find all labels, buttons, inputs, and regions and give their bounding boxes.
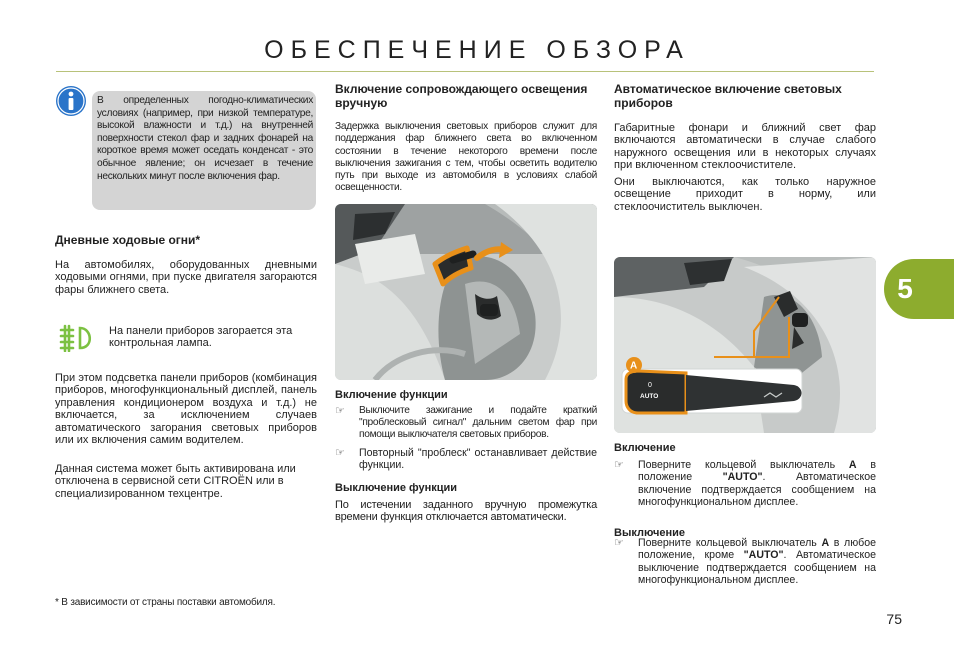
steering-column-photo [335, 204, 597, 380]
drl-paragraph-2: При этом подсветка панели приборов (комбинация приборов, многофункциональный дисплей, панель управления кондиционером воздуха и т.д.) не включается, за исключением случаев автоматического загорания световых приборов или их включения самим водителем. [55, 372, 317, 447]
pointing-hand-icon: ☞ [614, 537, 624, 549]
enable-subheading: Включение [614, 442, 676, 454]
function-off-paragraph: По истечении заданного вручную промежутка времени функция отключается автоматически. [335, 499, 597, 524]
chapter-number: 5 [897, 273, 913, 304]
drl-paragraph-1: На автомобилях, оборудованных дневными ходовыми огнями, при пуске двигателя загораются фары ближнего света. [55, 259, 317, 296]
pointing-hand-icon: ☞ [335, 447, 345, 459]
stalk-zero-label: 0 [648, 382, 652, 389]
function-on-subheading: Включение функции [335, 389, 448, 401]
lamp-caption: На панели приборов загорается эта контрольная лампа. [109, 325, 293, 350]
pointing-hand-icon: ☞ [614, 459, 624, 471]
disable-subheading: Выключение [614, 527, 685, 539]
function-off-subheading: Выключение функции [335, 482, 458, 494]
pointing-hand-icon: ☞ [335, 405, 345, 417]
low-beam-lamp-icon [58, 324, 98, 352]
info-icon [55, 85, 87, 117]
enable-step: ☞ Поверните кольцевой выключатель A в положение "AUTO". Автоматическое включение подтверждается сообщением на многофункциональном дисплее. [614, 459, 876, 509]
drl-heading: Дневные ходовые огни* [55, 233, 201, 247]
page-number: 75 [886, 611, 902, 627]
title-rule [56, 71, 874, 72]
auto-lights-paragraph-2: Они выключаются, как только наружное освещение приходит в норму, или стеклоочиститель выключен. [614, 176, 876, 213]
auto-lights-paragraph-1: Габаритные фонари и ближний свет фар включаются автоматически в случае слабого наружного освещения или в некоторых случаях при включенном стеклоочистителе. [614, 122, 876, 172]
info-note-text: В определенных погодно-климатических условиях (например, при низкой температуре, высокой влажности и т.д.) на внутренней поверхности стекол фар и задних фонарей на короткое время может оседать конденсат - это обычное явление; он исчезает в течение нескольких минут после включения фар. [97, 95, 313, 182]
light-switch-photo [614, 257, 876, 433]
auto-lights-heading: Автоматическое включение световых приборов [614, 82, 842, 110]
stalk-auto-label: AUTO [640, 393, 659, 400]
follow-me-heading: Включение сопровождающего освещения вручную [335, 82, 588, 110]
footnote: * В зависимости от страны поставки автомобиля. [55, 597, 276, 608]
page-title: ОБЕСПЕЧЕНИЕ ОБЗОРА [264, 36, 690, 64]
function-on-step-2: ☞ Повторный "проблеск" останавливает действие функции. [335, 447, 597, 472]
drl-paragraph-3: Данная система может быть активирована или отключена в сервисной сети CITROËN или в специализированном техцентре. [55, 463, 296, 500]
disable-step: ☞ Поверните кольцевой выключатель A в любое положение, кроме "AUTO". Автоматическое выключение подтверждается сообщением на многофункциональном дисплее. [614, 537, 876, 587]
callout-a-label: A [630, 360, 638, 372]
function-on-step-1: ☞ Выключите зажигание и подайте краткий "проблесковый сигнал" дальним светом фар при помощи выключателя световых приборов. [335, 405, 597, 440]
follow-me-paragraph: Задержка выключения световых приборов служит для поддержания фар ближнего света во включенном состоянии в течение некоторого времени после выключения зажигания с тем, чтобы осветить водителю путь при выходе из автомобиля в условиях слабой освещенности. [335, 121, 597, 194]
